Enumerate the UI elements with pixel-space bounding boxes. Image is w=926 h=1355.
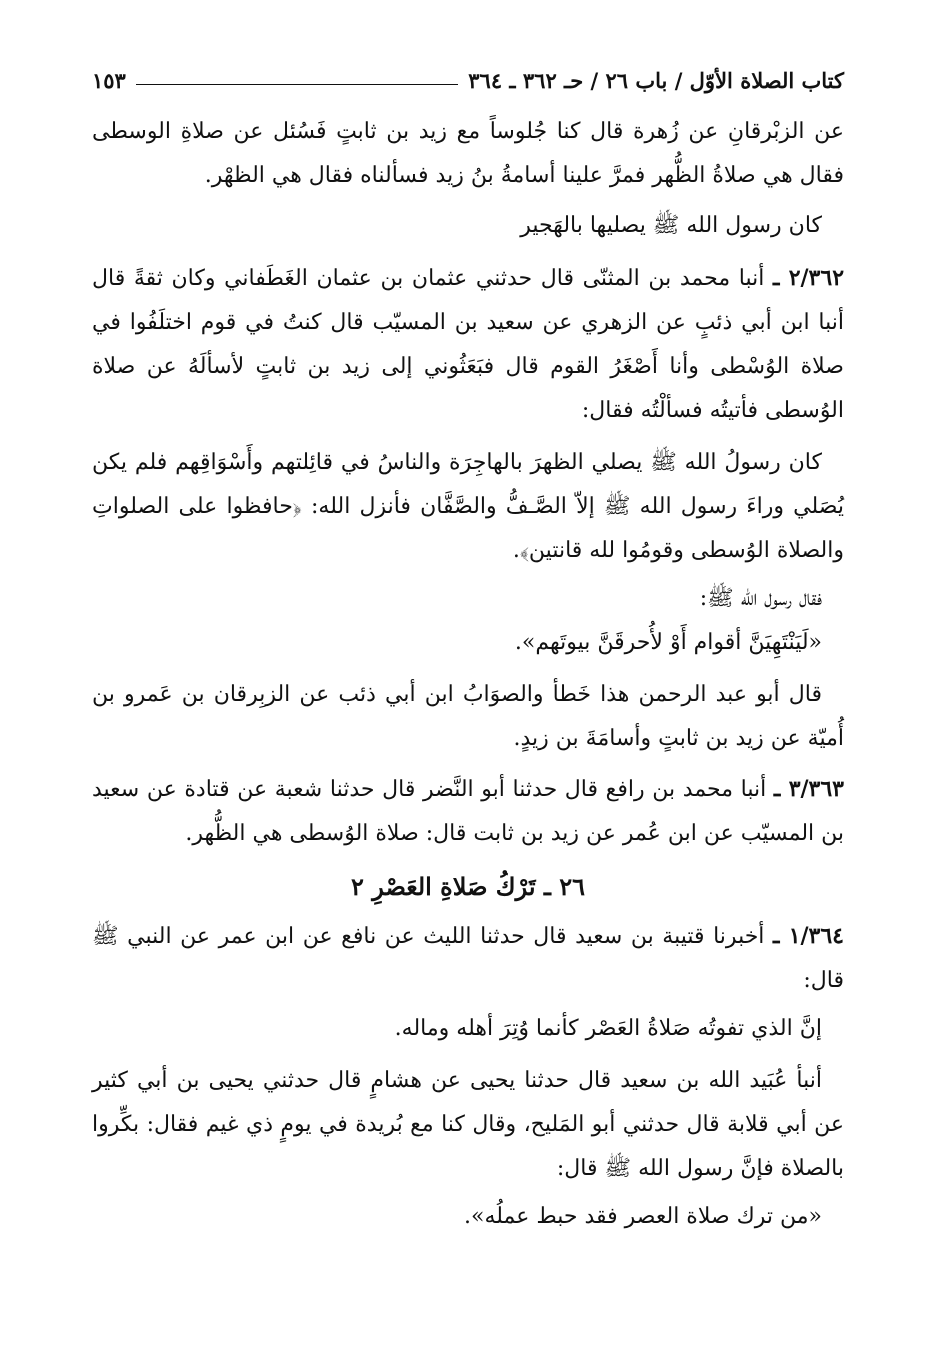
hadith-363-number: ٣/٣٦٣ ـ [773,776,844,802]
running-title: كتاب الصلاة الأوّل / باب ٢٦ / حـ ٣٦٢ ـ ٣٦٤ [468,67,844,93]
page-number: ١٥٣ [92,67,126,93]
paragraph-abu-abdurrahman: قال أبو عبد الرحمن هذا خَطأ والصوَابُ ابن أبي ذئب عن الزبِرقان بن عَمرو بن أُميّة عن زيد بن ثابتٍ وأسامَةَ بن زيدٍ. [92,682,844,751]
hadith-363-text: أنبا محمد بن رافع قال حدثنا أبو النَّضر قال حدثنا شعبة عن قتادة عن سعيد بن المسيّب عن ابن عُمر عن زيد بن ثابت قال: صلاة الوُسطى هي الظُّهر. [92,777,844,846]
paragraph-ubaydullah: أنبأ عُبَيد الله بن سعيد قال حدثنا يحيى عن هشامٍ قال حدثني يحيى بن أبي كثير عن أبي قلابة قال حدثني أبو المَليح، وقال كنا مع بُريدة في يومٍ ذي غيم فقال: بكِّروا بالصلاة فإنَّ رسول الله ﷺ قال: [92,1068,844,1181]
hadith-364-text: أخبرنا قتيبة بن سعيد قال حدثنا الليث عن نافع عن ابن عمر عن النبي ﷺ قال: [92,924,844,993]
header-rule [136,84,458,85]
hadith-362 [92,256,844,433]
paragraph-hajir: كان رسول الله ﷺ يصليها بالهَجير [520,213,822,238]
chapter-heading: ٢٦ ـ تَرْكُ صَلاةِ العَصْرِ ٢ [350,872,586,901]
hadith-363 [92,767,844,856]
hadith-362-number: ٢/٣٦٢ ـ [772,265,845,291]
hadith-364-number: ١/٣٦٤ ـ [773,923,844,949]
paragraph-tafutuhu: إنَّ الذي تفوتُه صَلاةُ العَصْر كأنما وُتِرَ أهله وماله. [394,1016,822,1041]
paragraph-yantahiyanna: «لَيَنْتَهِيَنَّ أقوام أَوْ لأُحرقَنَّ بيوتَهم». [514,630,822,655]
paragraph-zubriqan: عن الزبْرقانِ عن زُهرة قال كنا جُلوساً مع زيد بن ثابتٍ فَسُئل عن صلاةِ الوسطى فقال هي صلاةُ الظُّهر فمرَّ علينا أسامةُ بنُ زيد فسألناه فقال هي الظهْر. [92,119,844,188]
book-page [92,60,844,1320]
paragraph-hajira: كان رسولُ الله ﷺ يصلي الظهرَ بالهاجِرَة والناسُ في قائِلتهم وأَسْوَاقِهم فلم يكن يُصَلي وراءَ رسول الله ﷺ إلاّ الصَّـفُّ والصَّفَّان فأنزل الله: ﴿حافظوا على الصلواتِ والصلاة الوُسطى وقومُوا لله قانتين﴾. [92,450,844,563]
hadith-364 [92,914,844,1003]
page-header [92,60,844,100]
hadith-362-text: أنبا محمد بن المثنّى قال حدثني عثمان بن عثمان الغَطَفاني وكان ثقةً قال أنبا ابن أبي ذئبٍ عن الزهري عن سعيد بن المسيّب قال كنتُ في قوم اختلَفُوا في صلاة الوُسْطى وأنا أَصْغَرُ القوم قال فبَعَثُوني إلى زيد بن ثابتٍ لأسألَهُ عن صلاة الوُسطى فأتيتُه فسألْتُه فقال: [92,266,844,423]
paragraph-faqala: فقال رسول الله ﷺ: [699,586,822,611]
paragraph-habita: «من ترك صلاة العصر فقد حبط عملُه». [463,1204,822,1229]
